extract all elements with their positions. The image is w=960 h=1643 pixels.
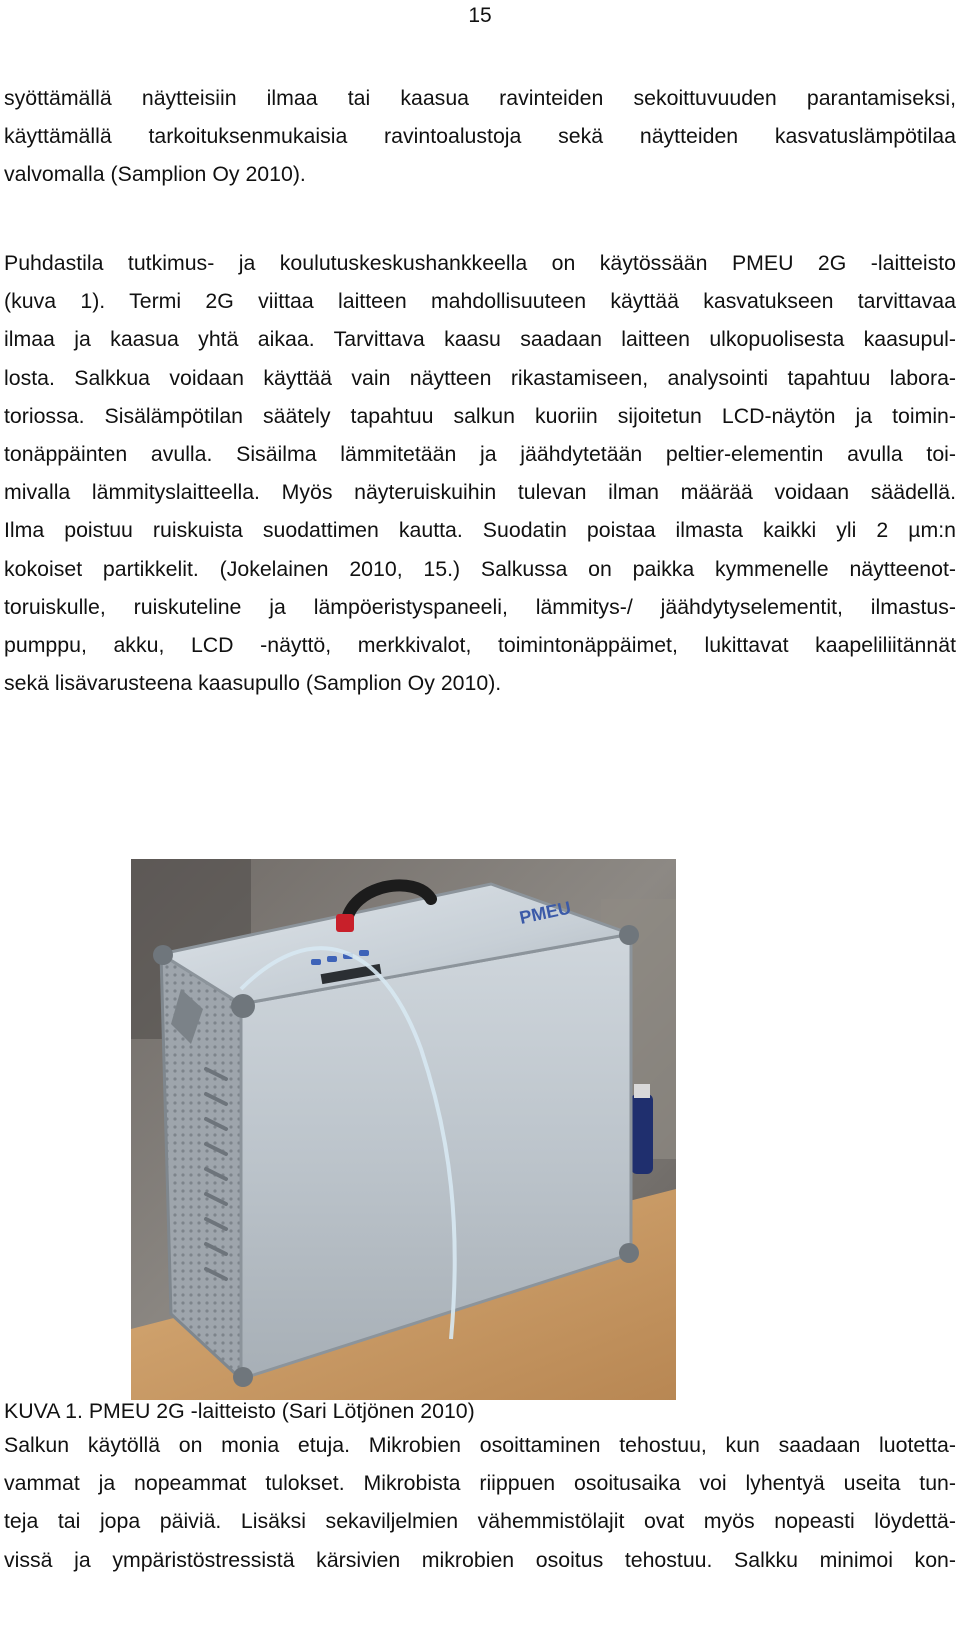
text-line: valvomalla (Samplion Oy 2010). xyxy=(4,162,306,187)
text-line: vammat ja nopeammat tulokset. Mikrobista riippuen osoitusaika voi lyhentyä useita tun- xyxy=(4,1471,956,1496)
text-line: toriossa. Sisälämpötilan säätely tapahtuu salkun kuoriin sijoitetun LCD-näytön ja toimin- xyxy=(4,403,956,428)
text-line: kokoiset partikkelit. (Jokelainen 2010, 15.) Salkussa on paikka kymmenelle näytteenot- xyxy=(4,556,956,581)
text-line: pumppu, akku, LCD -näyttö, merkkivalot, toimintonäppäimet, lukittavat kaapeliliitännät xyxy=(4,633,956,658)
paragraph-1 xyxy=(4,79,956,194)
page-number: 15 xyxy=(468,4,492,27)
red-connector xyxy=(336,914,354,932)
text-line: Ilma poistuu ruiskuista suodattimen kautta. Suodatin poistaa ilmasta kaikki yli 2 µm:n xyxy=(4,518,956,543)
text-line: käyttämällä tarkoituksenmukaisia ravintoalustoja sekä näytteiden kasvatuslämpötilaa xyxy=(4,124,956,149)
figure-photo-pmeu-case xyxy=(131,859,676,1400)
text-line: vissä ja ympäristöstressistä kärsivien mikrobien osoitus tehostuu. Salkku minimoi kon- xyxy=(4,1547,956,1572)
figure-caption: KUVA 1. PMEU 2G -laitteisto (Sari Lötjönen 2010) xyxy=(4,1399,475,1423)
paragraph-2 xyxy=(4,244,956,702)
text-line: Puhdastila tutkimus- ja koulutuskeskushankkeella on käytössään PMEU 2G -laitteisto xyxy=(4,251,956,275)
text-line: syöttämällä näytteisiin ilmaa tai kaasua ravinteiden sekoittuvuuden parantamiseksi, xyxy=(4,86,956,110)
text-line: teja tai jopa päiviä. Lisäksi sekaviljelmien vähemmistölajit ovat myös nopeasti löydettä- xyxy=(4,1509,956,1534)
text-line: sekä lisävarusteena kaasupullo (Samplion Oy 2010). xyxy=(4,671,502,696)
blue-bottle xyxy=(631,1094,653,1174)
text-line: tonäppäinten avulla. Sisäilma lämmitetään ja jäähdytetään peltier-elementin avulla toi- xyxy=(4,442,956,467)
text-line: ilmaa ja kaasua yhtä aikaa. Tarvittava kaasu saadaan laitteen ulkopuolisesta kaasupul- xyxy=(4,327,956,352)
text-line: toruiskulle, ruiskuteline ja lämpöeristyspaneeli, lämmitys-/ jäähdytyselementit, ilmastus- xyxy=(4,594,956,619)
case-photo-illustration xyxy=(131,859,676,1400)
text-line: losta. Salkkua voidaan käyttää vain näytteen rikastamiseen, analysointi tapahtuu labora- xyxy=(4,365,956,390)
case-logo-mark: PMEU xyxy=(517,897,573,928)
text-line: (kuva 1). Termi 2G viittaa laitteen mahdollisuuteen käyttää kasvatukseen tarvittavaa xyxy=(4,289,956,314)
text-line: Salkun käytöllä on monia etuja. Mikrobien osoittaminen tehostuu, kun saadaan luotetta- xyxy=(4,1433,956,1457)
text-line: mivalla lämmityslaitteella. Myös näyteruiskuihin tulevan ilman määrää voidaan säädellä. xyxy=(4,480,956,505)
paragraph-3 xyxy=(4,1426,956,1579)
